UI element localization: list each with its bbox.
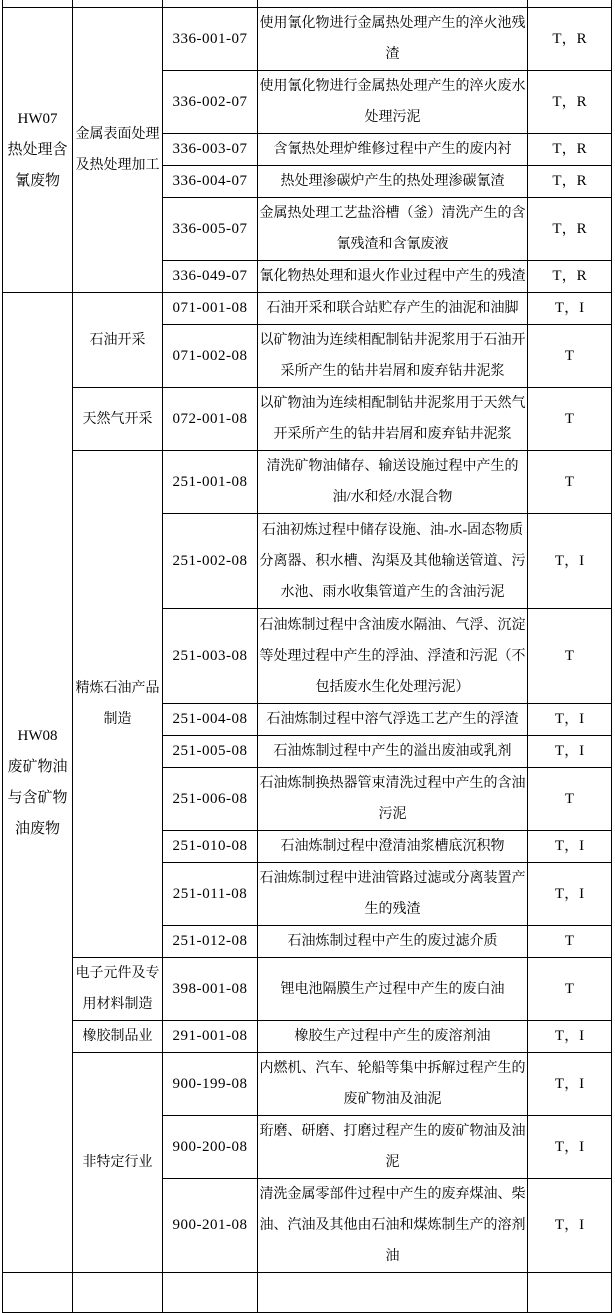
waste-code: 336-002-07 [163,71,258,134]
industry-cell: 天然气开采 [73,388,163,451]
hazard-properties: T，I [528,1116,612,1179]
waste-code: 251-010-08 [163,831,258,863]
hazard-properties: T，I [528,514,612,609]
category-code: HW08 [17,727,58,744]
waste-code: 251-001-08 [163,451,258,514]
table-row [3,451,612,514]
empty-cell [163,0,258,8]
industry-cell: 橡胶制品业 [73,1021,163,1053]
waste-description: 石油炼制过程中含油废水隔油、气浮、沉淀等处理过程中产生的浮油、浮渣和污泥（不包括废水生化处理污泥） [258,609,528,704]
waste-description: 石油炼制过程中进油管路过滤或分离装置产生的残渣 [258,863,528,926]
waste-description: 金属热处理工艺盐浴槽（釜）清洗产生的含氰残渣和含氰废液 [258,198,528,261]
waste-code: 251-002-08 [163,514,258,609]
hazard-properties: T [528,451,612,514]
table-row [3,1021,612,1053]
hazard-properties: T [528,609,612,704]
waste-code: 072-001-08 [163,388,258,451]
waste-code: 336-001-07 [163,8,258,71]
hazard-properties: T，R [528,261,612,293]
hazard-properties: T，R [528,198,612,261]
category-cell-hw07 [3,8,73,293]
empty-cell [258,0,528,8]
waste-code: 071-002-08 [163,325,258,388]
empty-cell [528,1273,612,1313]
waste-code: 291-001-08 [163,1021,258,1053]
waste-description: 石油炼制换热器管束清洗过程中产生的含油污泥 [258,768,528,831]
hazard-properties: T，R [528,8,612,71]
empty-cell [163,1273,258,1313]
waste-code: 900-200-08 [163,1116,258,1179]
hazard-properties: T，R [528,71,612,134]
waste-code: 251-003-08 [163,609,258,704]
waste-description: 锂电池隔膜生产过程中产生的废白油 [258,958,528,1021]
hazard-properties: T [528,926,612,958]
table-row [3,388,612,451]
empty-cell [73,1273,163,1313]
hazard-properties: T，I [528,1179,612,1273]
waste-description: 内燃机、汽车、轮船等集中拆解过程产生的废矿物油及油泥 [258,1053,528,1116]
empty-cell [528,0,612,8]
hazard-properties: T，I [528,736,612,768]
category-code: HW07 [17,110,58,127]
waste-description: 石油炼制过程中产生的溢出废油或乳剂 [258,736,528,768]
waste-code: 071-001-08 [163,293,258,325]
waste-description: 使用氰化物进行金属热处理产生的淬火废水处理污泥 [258,71,528,134]
empty-cell [3,1273,73,1313]
waste-description: 石油炼制过程中溶气浮选工艺产生的浮渣 [258,704,528,736]
waste-code: 900-201-08 [163,1179,258,1273]
hazard-properties: T，I [528,863,612,926]
waste-description: 清洗金属零部件过程中产生的废弃煤油、柴油、汽油及其他由石油和煤炼制生产的溶剂油 [258,1179,528,1273]
waste-description: 橡胶生产过程中产生的废溶剂油 [258,1021,528,1053]
waste-code: 251-005-08 [163,736,258,768]
hazard-properties: T，I [528,1021,612,1053]
empty-cell [3,0,73,8]
waste-code: 251-004-08 [163,704,258,736]
waste-description: 石油开采和联合站贮存产生的油泥和油脚 [258,293,528,325]
empty-cell [73,0,163,8]
hazard-properties: T，I [528,1053,612,1116]
waste-code: 251-012-08 [163,926,258,958]
category-name: 热处理含氰废物 [7,141,68,189]
table-row [3,8,612,71]
waste-description: 使用氰化物进行金属热处理产生的淬火池残渣 [258,8,528,71]
industry-cell: 非特定行业 [73,1053,163,1273]
waste-code: 336-003-07 [163,134,258,166]
industry-cell: 精炼石油产品制造 [73,451,163,958]
industry-cell: 电子元件及专用材料制造 [73,958,163,1021]
hazard-properties: T，I [528,831,612,863]
waste-description: 含氰热处理炉维修过程中产生的废内衬 [258,134,528,166]
waste-code: 251-006-08 [163,768,258,831]
waste-description: 石油炼制过程中澄清油浆槽底沉积物 [258,831,528,863]
waste-description: 以矿物油为连续相配制钻井泥浆用于石油开采所产生的钻井岩屑和废弃钻井泥浆 [258,325,528,388]
category-name: 废矿物油与含矿物油废物 [7,758,68,837]
waste-description: 石油初炼过程中储存设施、油-水-固态物质分离器、积水槽、沟渠及其他输送管道、污水池、雨水收集管道产生的含油污泥 [258,514,528,609]
waste-description: 以矿物油为连续相配制钻井泥浆用于天然气开采所产生的钻井岩屑和废弃钻井泥浆 [258,388,528,451]
waste-code: 251-011-08 [163,863,258,926]
hazard-properties: T，R [528,134,612,166]
industry-cell: 石油开采 [73,293,163,388]
table-row-bottom-sliver [3,1273,612,1313]
waste-code: 336-005-07 [163,198,258,261]
waste-description: 氰化物热处理和退火作业过程中产生的残渣 [258,261,528,293]
table-row [3,1053,612,1116]
table-row [3,958,612,1021]
waste-code: 336-049-07 [163,261,258,293]
category-cell-hw08 [3,293,73,1273]
hazard-properties: T，I [528,704,612,736]
waste-description: 热处理渗碳炉产生的热处理渗碳氰渣 [258,166,528,198]
waste-code: 336-004-07 [163,166,258,198]
empty-cell [258,1273,528,1313]
table-row-top-sliver [3,0,612,8]
waste-code: 900-199-08 [163,1053,258,1116]
hazard-properties: T [528,325,612,388]
waste-description: 珩磨、研磨、打磨过程产生的废矿物油及油泥 [258,1116,528,1179]
table-row [3,293,612,325]
hazard-properties: T，R [528,166,612,198]
waste-code: 398-001-08 [163,958,258,1021]
hazard-properties: T [528,958,612,1021]
waste-description: 石油炼制过程中产生的废过滤介质 [258,926,528,958]
industry-cell: 金属表面处理及热处理加工 [73,8,163,293]
hazardous-waste-table [2,0,612,1313]
hazard-properties: T [528,388,612,451]
waste-description: 清洗矿物油储存、输送设施过程中产生的油/水和烃/水混合物 [258,451,528,514]
hazard-properties: T，I [528,293,612,325]
hazard-properties: T [528,768,612,831]
